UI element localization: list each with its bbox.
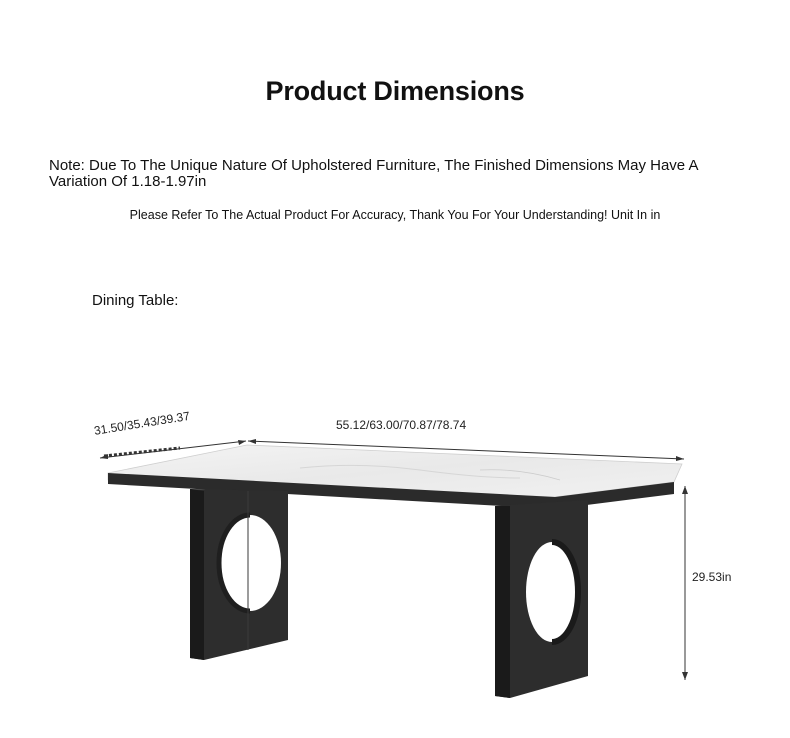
height-dimension-label: 29.53in [692,570,732,584]
page-title: Product Dimensions [265,76,525,106]
height-dimension-line [682,486,688,680]
left-leg [190,489,288,660]
product-label: Dining Table: [92,292,179,309]
width-dimension-label: 55.12/63.00/70.87/78.74 [336,418,467,432]
depth-dimension-label: 31.50/35.43/39.37 [93,408,191,438]
variation-note: Note: Due To The Unique Nature Of Upholstered Furniture, The Finished Dimensions May Have A Variation Of 1.18-1.97in [49,157,698,190]
right-leg [495,500,588,698]
refer-note: Please Refer To The Actual Product For Accuracy, Thank You For Your Understanding! Unit In in [129,208,661,222]
